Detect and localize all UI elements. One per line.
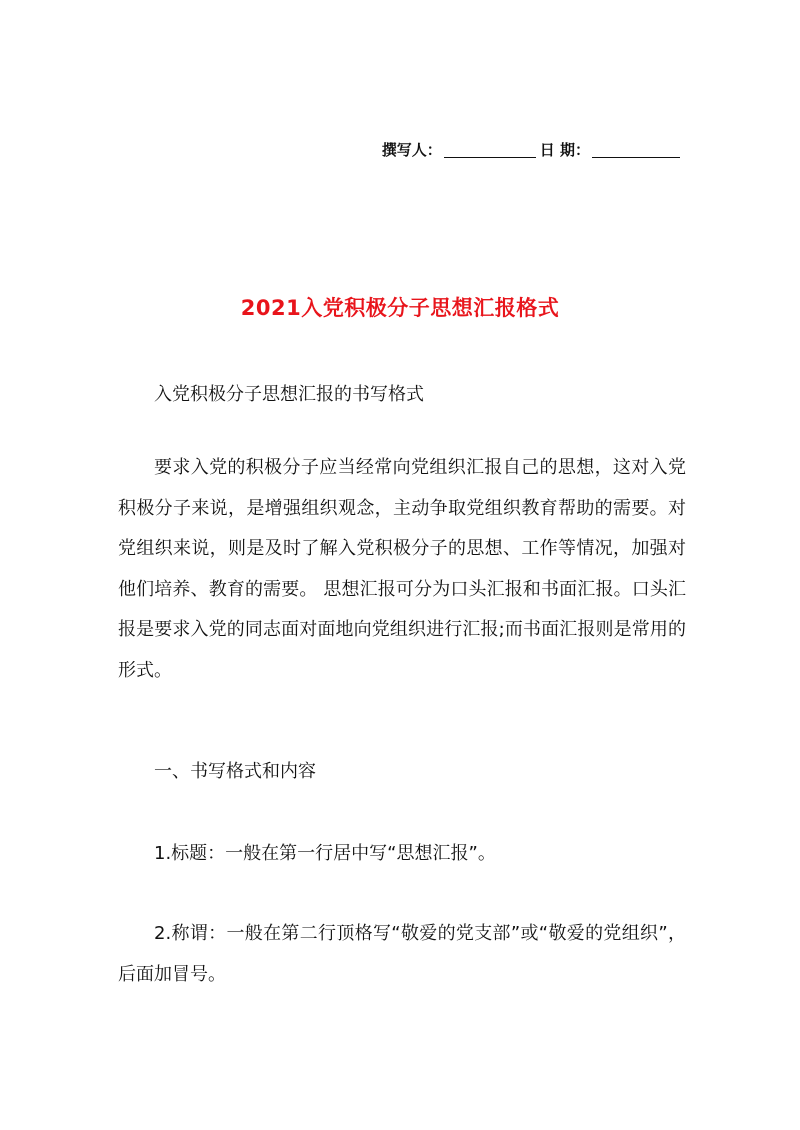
author-date-line [382, 139, 680, 160]
subtitle-paragraph: 入党积极分子思想汇报的书写格式 [154, 384, 424, 405]
section-heading-1: 一、书写格式和内容 [154, 761, 316, 782]
intro-paragraph: 要求入党的积极分子应当经常向党组织汇报自己的思想，这对入党积极分子来说，是增强组织观念，主动争取党组织教育帮助的需要。对党组织来说，则是及时了解入党积极分子的思想、工作等情况，加强对他们培养、教育的需要。 思想汇报可分为口头汇报和书面汇报。口头汇报是要求入党的同志面对面地向党组织进行汇报;而书面汇报则是常用的形式。 [118, 457, 686, 681]
author-blank [444, 143, 536, 158]
item-1-paragraph: 1.标题：一般在第一行居中写“思想汇报”。 [154, 843, 496, 864]
document-title: 2021入党积极分子思想汇报格式 [240, 296, 560, 320]
author-label: 撰写人： [381, 141, 442, 159]
date-blank [592, 143, 680, 158]
date-label: 日 期： [539, 141, 590, 159]
item-2-paragraph: 2.称谓：一般在第二行顶格写“敬爱的党支部”或“敬爱的党组织”，后面加冒号。 [118, 923, 686, 985]
